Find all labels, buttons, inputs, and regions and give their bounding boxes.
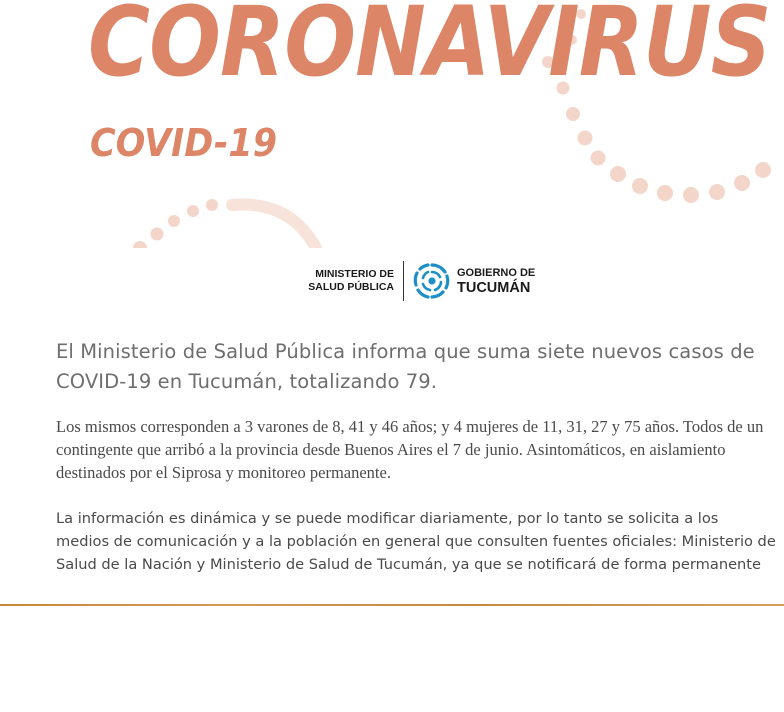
article-paragraph-2: La información es dinámica y se puede modificar diariamente, por lo tanto se solicita a los medios de comunicación y a la población en general que consulten fuentes oficiales: Ministerio de Salud de la Nación y Ministerio de Salud de Tucumán, ya que se notificará de forma permanente <box>56 510 776 573</box>
government-line-1: GOBIERNO DE <box>457 267 536 279</box>
article-paragraph-1: Los mismos corresponden a 3 varones de 8, 41 y 46 años; y 4 mujeres de 11, 31, 27 y 75 años. Todos de un contingente que arribó a la provincia desde Buenos Aires el 7 de junio. Asintomáticos, en aislamiento destinados por el Siprosa y monitoreo permanente. <box>56 417 764 482</box>
ministry-line-2: SALUD PÚBLICA <box>308 281 394 293</box>
banner-subtitle: COVID-19 <box>90 121 278 165</box>
bottom-divider <box>0 604 784 606</box>
coronavirus-banner <box>0 0 784 248</box>
government-line-2: TUCUMÁN <box>457 280 531 296</box>
banner-title: CORONAVIRUS <box>88 0 771 98</box>
government-logo-text <box>457 267 535 296</box>
logo-divider <box>403 261 404 301</box>
institution-logos <box>300 258 540 304</box>
sun-emblem-icon <box>412 261 452 301</box>
article-headline: El Ministerio de Salud Pública informa que suma siete nuevos casos de COVID-19 en Tucumán, totalizando 79. <box>56 340 755 393</box>
ministry-line-1: MINISTERIO DE <box>315 268 394 280</box>
ministry-logo-text <box>308 268 394 294</box>
